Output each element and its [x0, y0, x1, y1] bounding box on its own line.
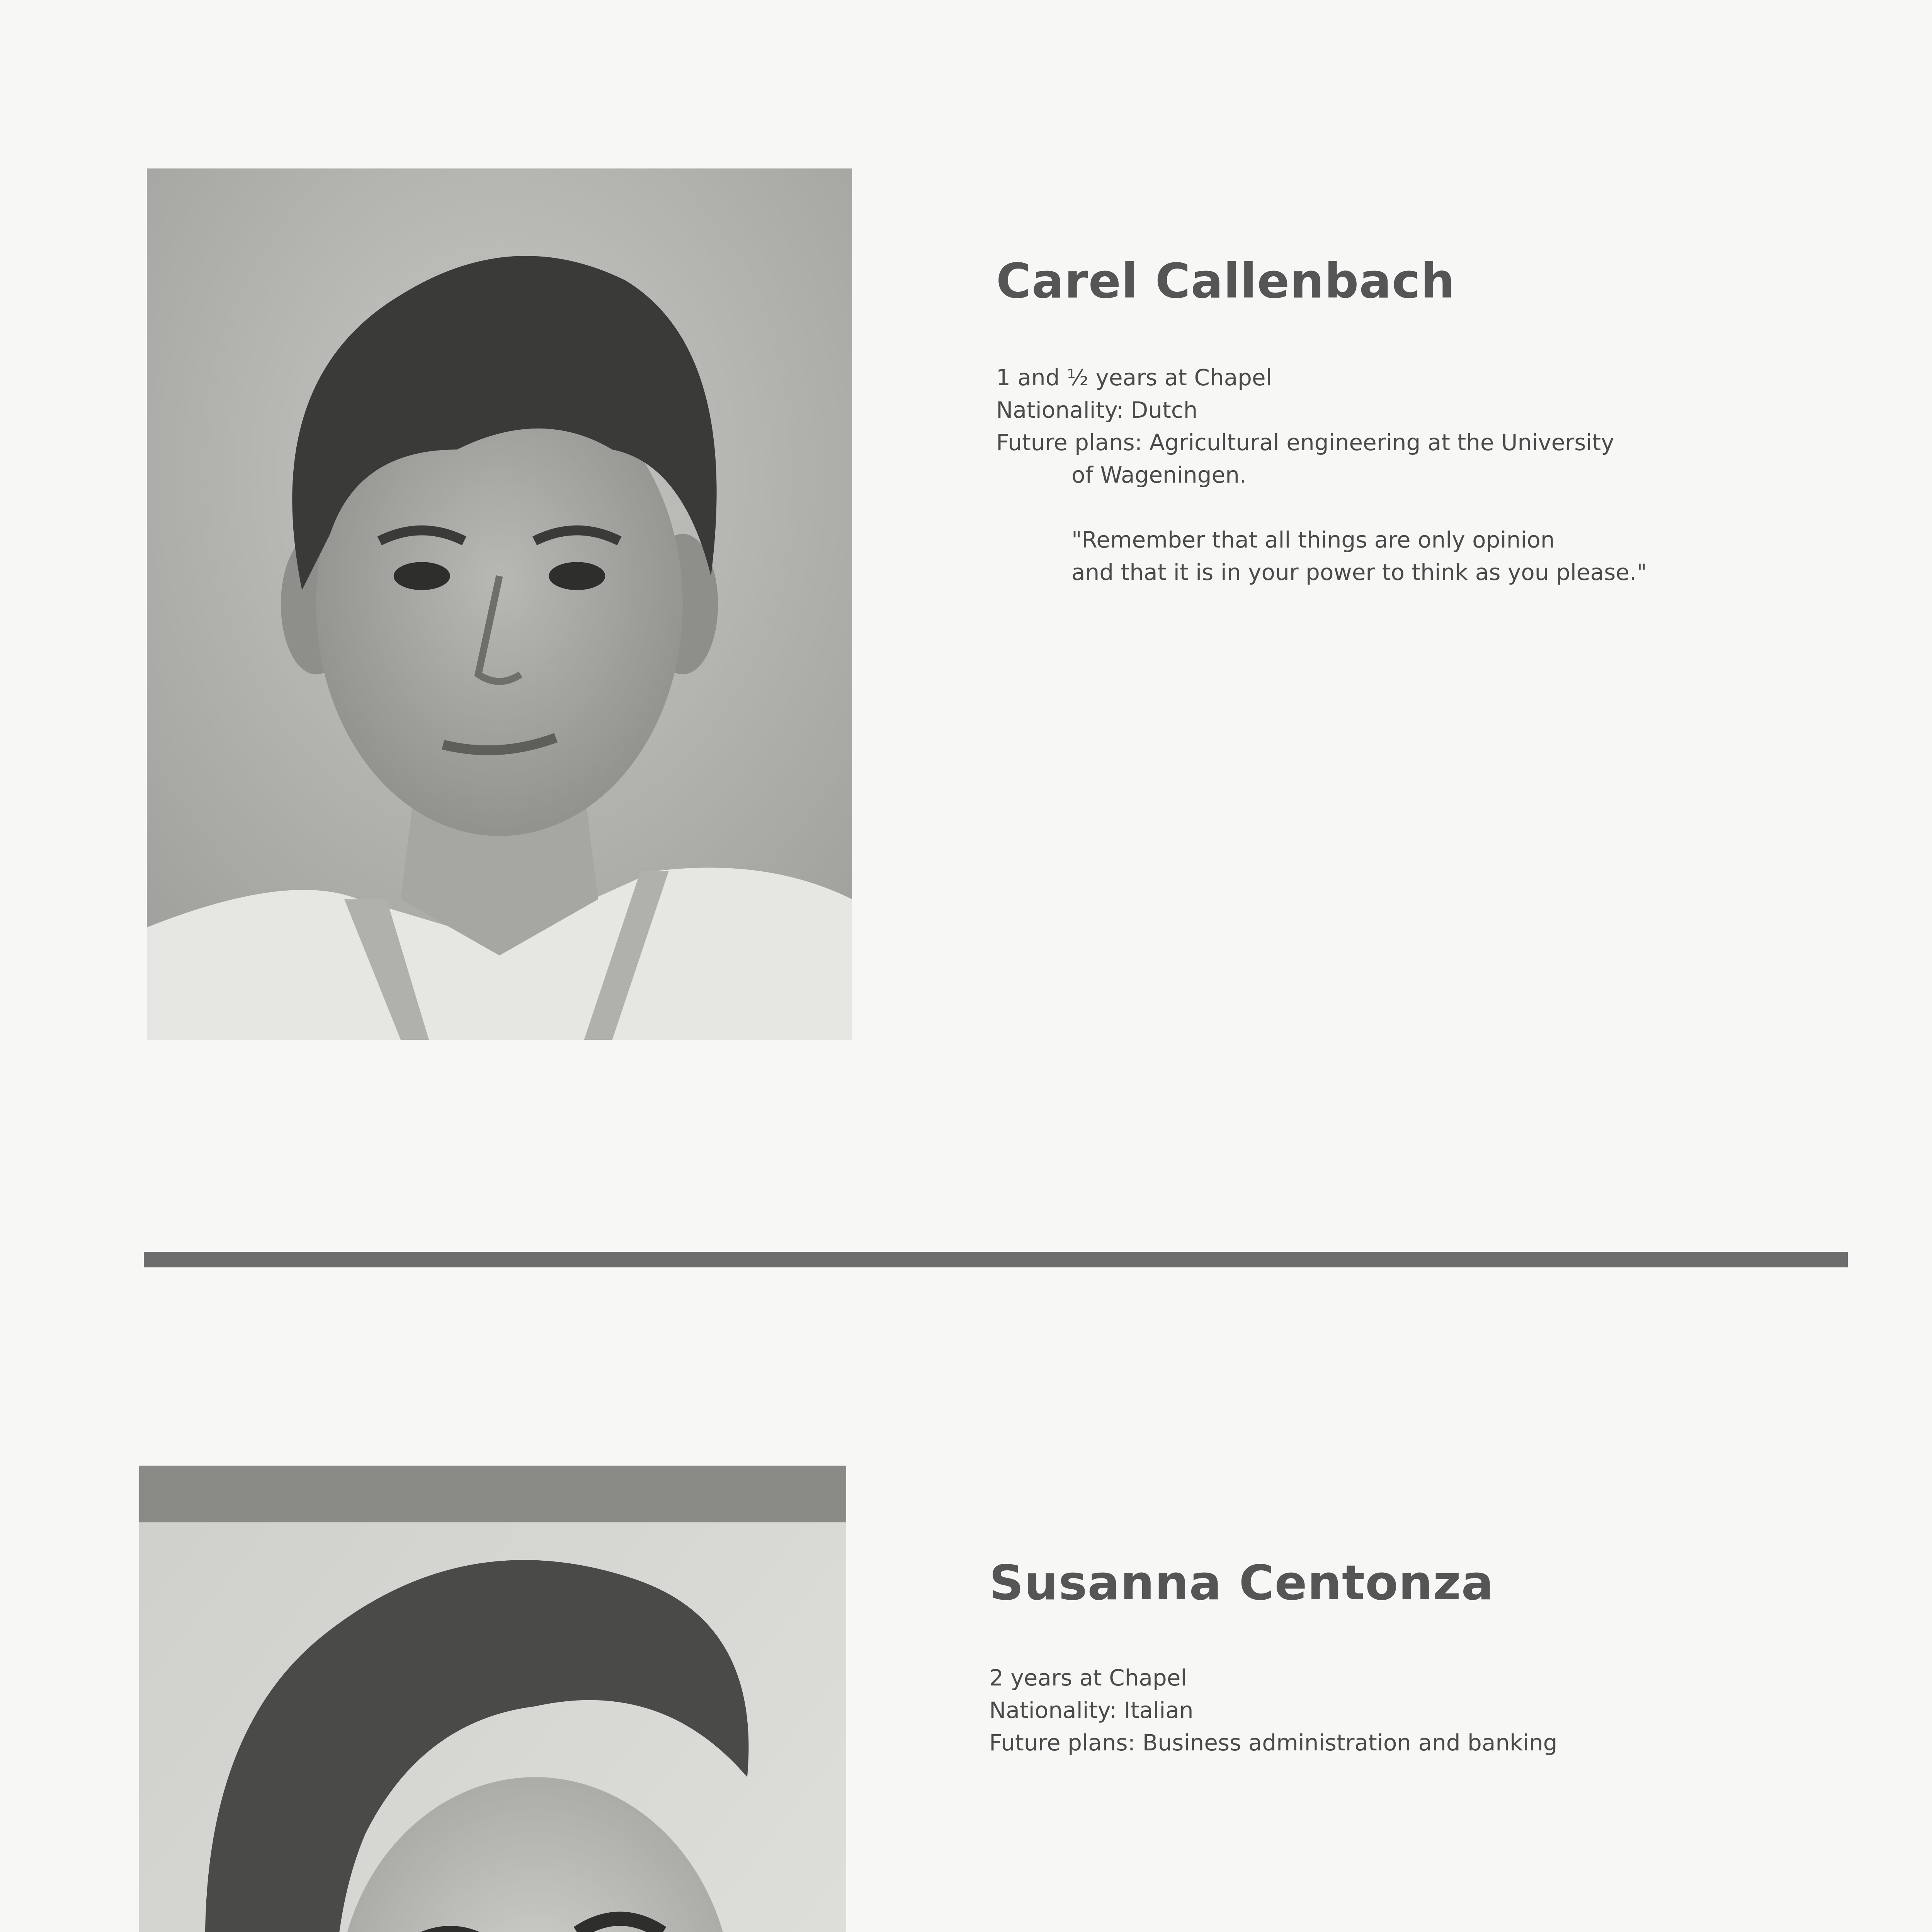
nationality: Nationality: Dutch — [996, 397, 1198, 423]
nationality: Nationality: Italian — [989, 1697, 1194, 1723]
student-info — [996, 361, 1647, 588]
years-at-chapel: 2 years at Chapel — [989, 1665, 1187, 1691]
portrait-carel-callenbach — [147, 168, 852, 1040]
student-name: Carel Callenbach — [996, 253, 1455, 309]
quote-line-1: "Remember that all things are only opinion — [1071, 527, 1555, 553]
portrait-photo-2 — [139, 1466, 846, 1932]
section-divider — [144, 1252, 1848, 1267]
years-at-chapel: 1 and ½ years at Chapel — [996, 364, 1272, 391]
student-name: Susanna Centonza — [989, 1555, 1494, 1611]
portrait-photo-1 — [147, 168, 852, 1040]
future-plans-continued: of Wageningen. — [1071, 462, 1247, 488]
future-plans: Future plans: Business administration and banking — [989, 1730, 1558, 1756]
future-plans: Future plans: Agricultural engineering at the University — [996, 429, 1614, 456]
student-info — [989, 1662, 1557, 1759]
portrait-susanna-centonza — [139, 1466, 846, 1932]
quote-line-2: and that it is in your power to think as you please." — [1071, 559, 1647, 585]
